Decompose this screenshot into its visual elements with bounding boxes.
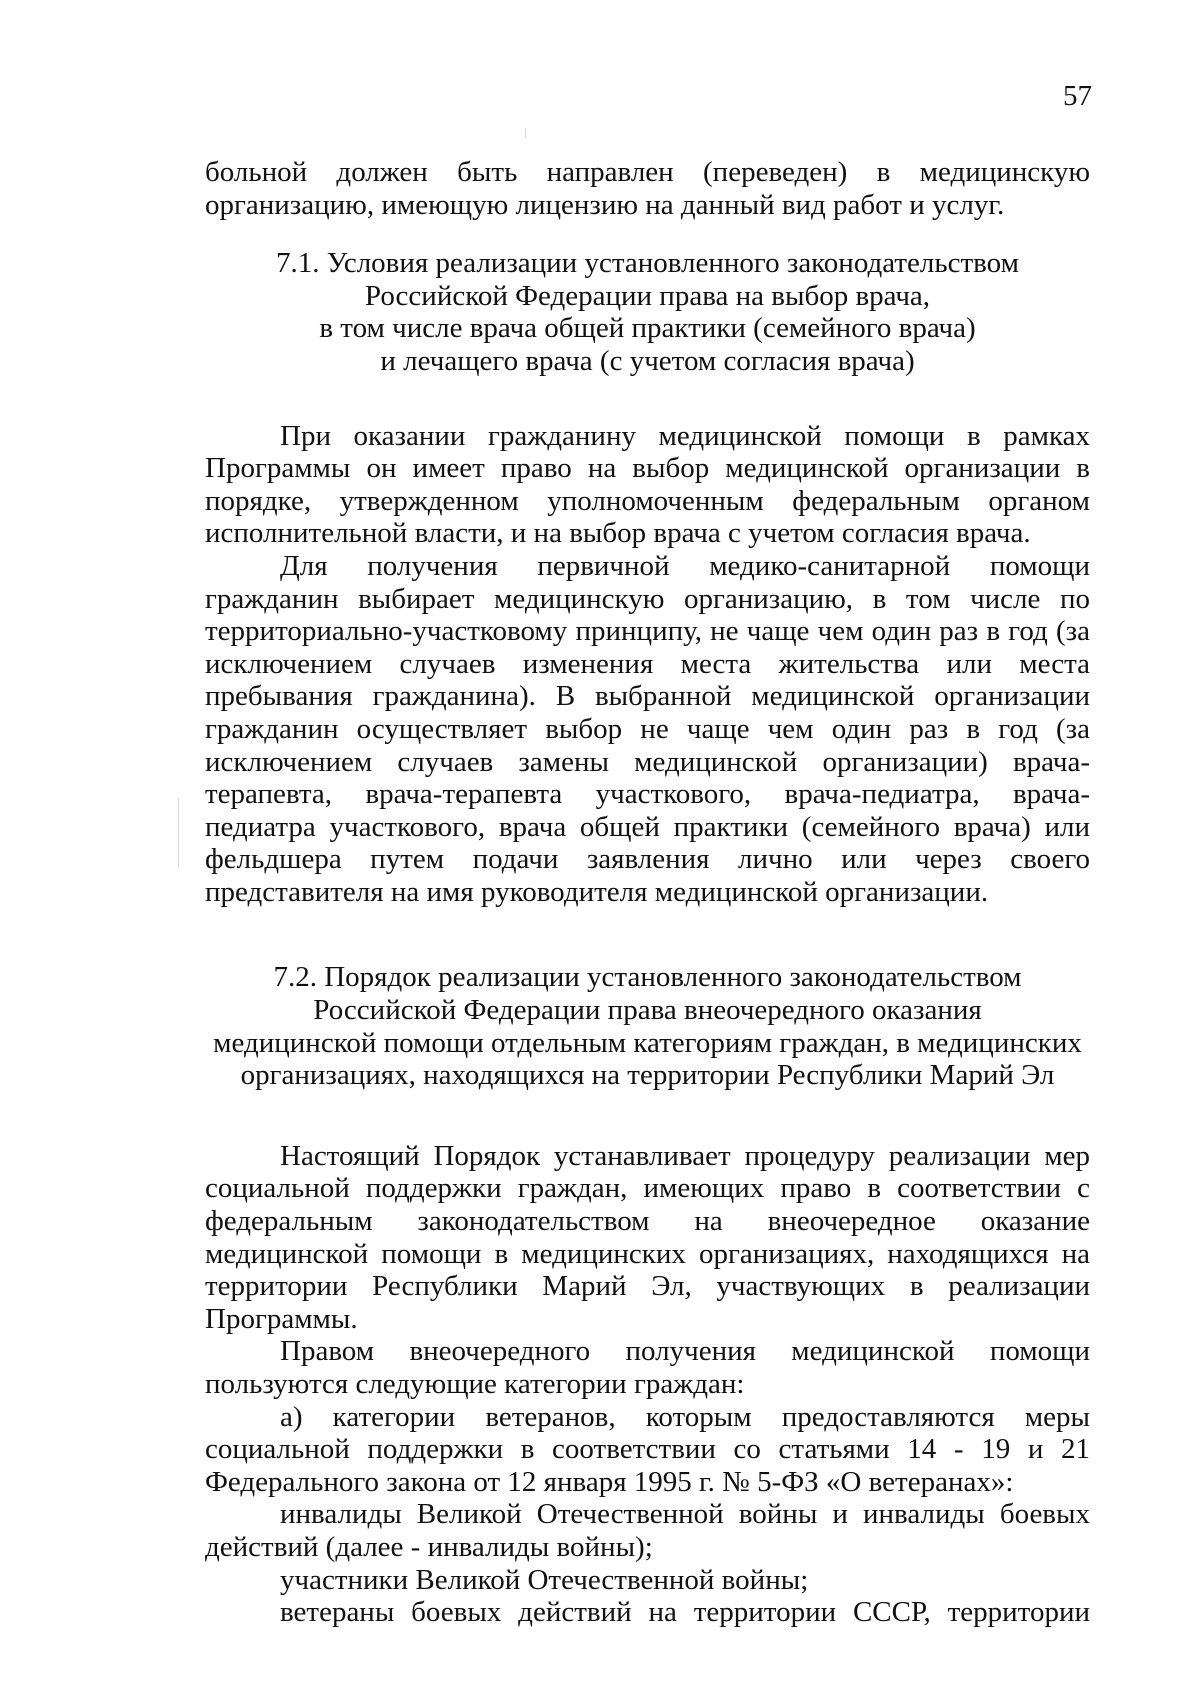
heading-line: 7.1. Условия реализации установленного законодательством [276,247,1019,280]
section-7-2-paragraph: инвалиды Великой Отечественной войны и инвалиды боевых действий (далее - инвалиды войны); [205,1498,1090,1563]
heading-line: медицинской помощи отдельным категориям граждан, в медицинских [213,1026,1082,1059]
heading-line: и лечащего врача (с учетом согласия врача) [380,344,915,377]
scan-artifact [178,798,179,868]
heading-line: Российской Федерации права внеочередного оказания [313,994,982,1027]
page-number: 57 [1063,80,1092,112]
section-7-1-paragraph: Для получения первичной медико-санитарной помощи гражданин выбирает медицинскую организацию, в том числе по территориально-участковому принципу, не чаще чем один раз в год (за исключением случаев изменения места жительства или места пребывания гражданина). В выбранной медицинской организации гражданин осуществляет выбор не чаще чем один раз в год (за исключением случаев замены медицинской организации) врача-терапевта, врача-терапевта участкового, врача-педиатра, врача-педиатра участкового, врача общей практики (семейного врача) или фельдшера путем подачи заявления лично или через своего представителя на имя руководителя медицинской организации. [205,549,1090,908]
section-7-2-paragraph: Настоящий Порядок устанавливает процедуру реализации мер социальной поддержки граждан, имеющих право в соответствии с федеральным законодательством на внеочередное оказание медицинской помощи в медицинских организациях, находящихся на территории Республики Марий Эл, участвующих в реализации Программы. [205,1139,1090,1335]
intro-paragraph: больной должен быть направлен (переведен) в медицинскую организацию, имеющую лицензию на данный вид работ и услуг. [205,156,1090,221]
section-7-2-heading [205,961,1090,1091]
section-7-2-paragraph: участники Великой Отечественной войны; [280,1563,809,1596]
scan-artifact [525,128,526,138]
document-body [205,156,1090,1629]
heading-line: 7.2. Порядок реализации установленного законодательством [273,961,1022,994]
section-7-2-paragraph: Правом внеочередного получения медицинской помощи пользуются следующие категории граждан: [205,1335,1090,1400]
section-7-2-paragraph: а) категории ветеранов, которым предоставляются меры социальной поддержки в соответствии со статьями 14 - 19 и 21 Федерального закона от 12 января 1995 г. № 5-ФЗ «О ветеранах»: [205,1400,1090,1498]
section-7-2-paragraph: ветераны боевых действий на территории СССР, территории [280,1596,1090,1629]
section-7-1-paragraph: При оказании гражданину медицинской помощи в рамках Программы он имеет право на выбор медицинской организации в порядке, утвержденном уполномоченным федеральным органом исполнительной власти, и на выбор врача с учетом согласия врача. [205,419,1090,550]
heading-line: в том числе врача общей практики (семейного врача) [319,312,976,345]
heading-line: организациях, находящихся на территории Республики Марий Эл [240,1059,1055,1092]
heading-line: Российской Федерации права на выбор врача, [364,279,931,312]
section-7-1-heading [205,247,1090,377]
